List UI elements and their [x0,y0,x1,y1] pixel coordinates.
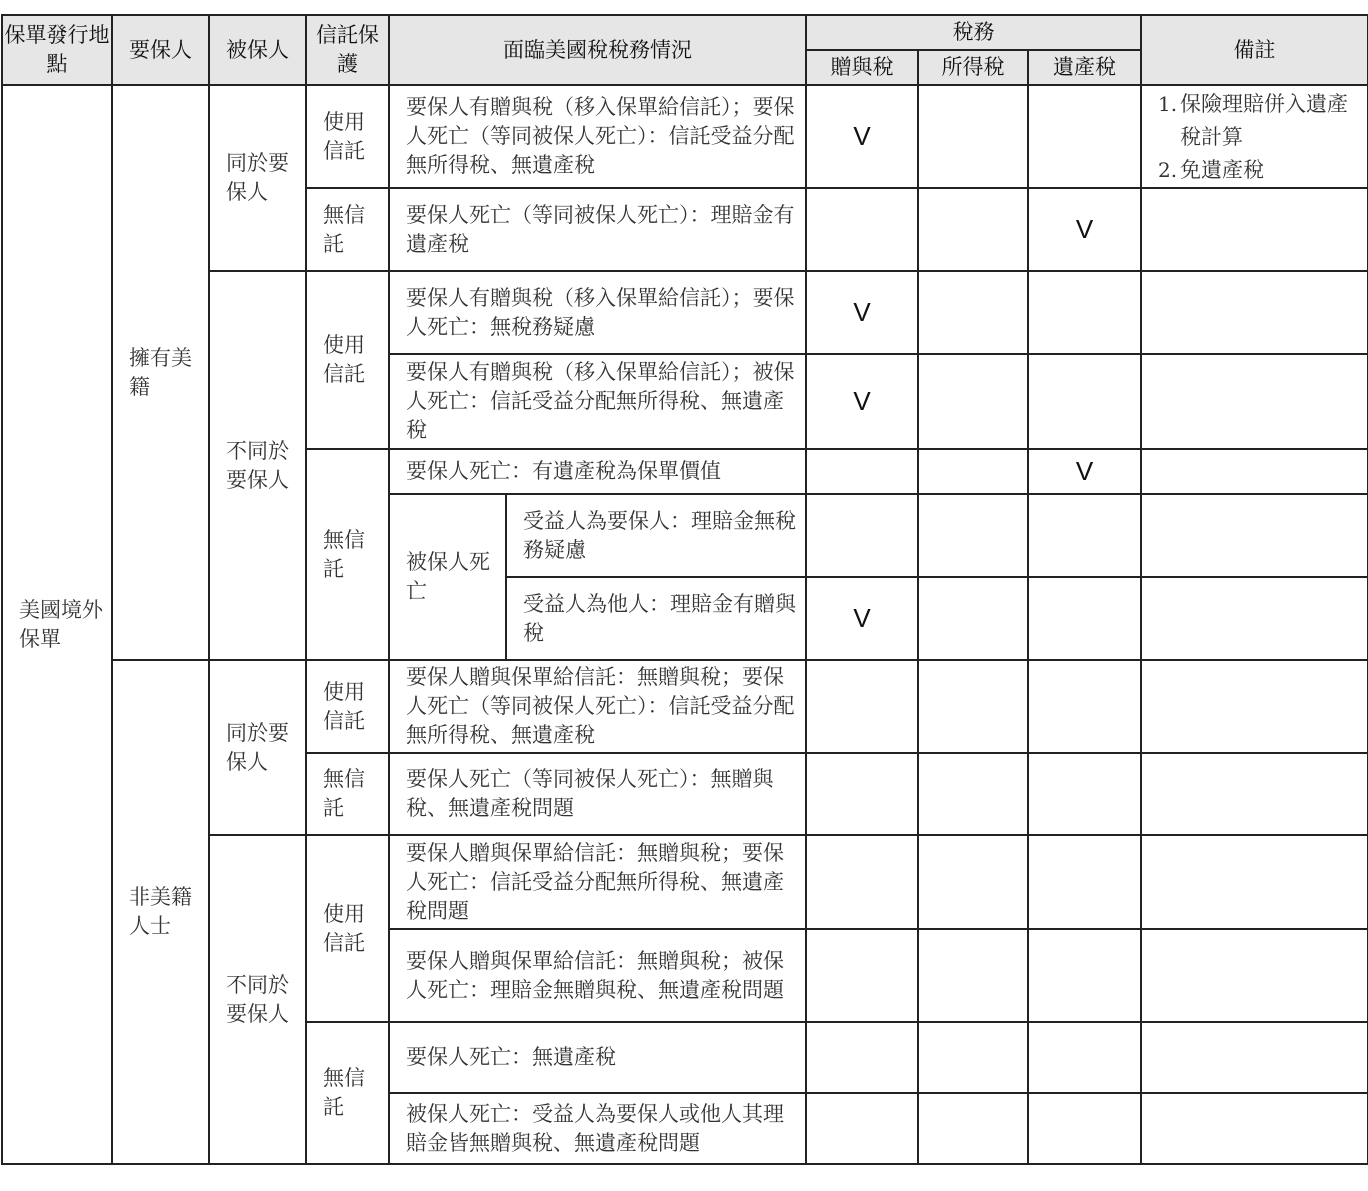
header-income-tax: 所得稅 [918,50,1028,85]
remark-item [1158,154,1361,187]
situation-cell: 要保人死亡（等同被保人死亡）：無贈與稅、無遺產稅問題 [389,753,806,835]
situation-cell: 要保人有贈與稅（移入保單給信託）；要保人死亡（等同被保人死亡）：信託受益分配無所得稅、無遺產稅 [389,85,806,188]
remarks-cell [1141,354,1368,449]
header-situation: 面臨美國稅稅務情況 [389,15,806,85]
estate-tax-mark: V [1028,449,1141,494]
income-tax-mark [918,449,1028,494]
remark-number: 2. [1158,158,1178,182]
estate-tax-mark [1028,835,1141,929]
header-tax-group: 稅務 [806,15,1141,50]
gift-tax-mark [806,1093,918,1164]
income-tax-mark [918,929,1028,1022]
header-row [2,15,1368,50]
situation-cell: 受益人為要保人：理賠金無稅務疑慮 [506,494,806,577]
remarks-cell [1141,660,1368,753]
estate-tax-mark [1028,1022,1141,1093]
gift-tax-mark: V [806,271,918,354]
estate-tax-mark [1028,1093,1141,1164]
remarks-cell [1141,1093,1368,1164]
gift-tax-mark: V [806,577,918,660]
remarks-cell [1141,929,1368,1022]
income-tax-mark [918,660,1028,753]
remark-number: 1. [1158,92,1178,116]
gift-tax-mark [806,449,918,494]
estate-tax-mark [1028,929,1141,1022]
gift-tax-mark [806,660,918,753]
policyholder-non-us-cell: 非美籍人士 [112,660,209,1164]
header-insured: 被保人 [209,15,306,85]
insured-different-cell: 不同於要保人 [209,271,306,660]
trust-cell: 使用信託 [306,835,389,1022]
income-tax-mark [918,494,1028,577]
estate-tax-mark [1028,577,1141,660]
estate-tax-mark [1028,354,1141,449]
gift-tax-mark [806,929,918,1022]
gift-tax-mark [806,1022,918,1093]
estate-tax-mark [1028,271,1141,354]
estate-tax-mark: V [1028,188,1141,271]
trust-cell: 使用信託 [306,271,389,449]
header-location: 保單發行地點 [2,15,112,85]
situation-cell: 要保人有贈與稅（移入保單給信託）；要保人死亡：無稅務疑慮 [389,271,806,354]
situation-cell: 要保人死亡：有遺產稅為保單價值 [389,449,806,494]
trust-cell: 使用信託 [306,85,389,188]
income-tax-mark [918,577,1028,660]
header-trust: 信託保護 [306,15,389,85]
trust-cell: 無信託 [306,188,389,271]
insured-death-cell: 被保人死亡 [389,494,506,660]
table-row [2,85,1368,188]
remarks-cell [1141,1022,1368,1093]
income-tax-mark [918,1093,1028,1164]
gift-tax-mark: V [806,85,918,188]
header-estate-tax: 遺產稅 [1028,50,1141,85]
estate-tax-mark [1028,85,1141,188]
situation-cell: 要保人贈與保單給信託：無贈與稅；被保人死亡：理賠金無贈與稅、無遺產稅問題 [389,929,806,1022]
estate-tax-mark [1028,660,1141,753]
trust-cell: 無信託 [306,449,389,660]
remarks-cell [1141,577,1368,660]
situation-cell: 要保人死亡（等同被保人死亡）：理賠金有遺產稅 [389,188,806,271]
remark-item [1158,88,1361,154]
income-tax-mark [918,1022,1028,1093]
income-tax-mark [918,835,1028,929]
remarks-cell [1141,271,1368,354]
trust-cell: 無信託 [306,1022,389,1164]
situation-cell: 要保人有贈與稅（移入保單給信託）；被保人死亡：信託受益分配無所得稅、無遺產稅 [389,354,806,449]
insured-different-cell: 不同於要保人 [209,835,306,1164]
remarks-cell [1141,835,1368,929]
situation-cell: 要保人贈與保單給信託：無贈與稅；要保人死亡：信託受益分配無所得稅、無遺產稅問題 [389,835,806,929]
gift-tax-mark [806,835,918,929]
situation-cell: 受益人為他人：理賠金有贈與稅 [506,577,806,660]
income-tax-mark [918,188,1028,271]
situation-cell: 要保人死亡：無遺產稅 [389,1022,806,1093]
header-gift-tax: 贈與稅 [806,50,918,85]
gift-tax-mark: V [806,354,918,449]
header-policyholder: 要保人 [112,15,209,85]
estate-tax-mark [1028,753,1141,835]
remarks-cell [1141,753,1368,835]
insured-same-cell: 同於要保人 [209,660,306,835]
situation-cell: 要保人贈與保單給信託：無贈與稅；要保人死亡（等同被保人死亡）：信託受益分配無所得稅、無遺產稅 [389,660,806,753]
header-remarks: 備註 [1141,15,1368,85]
remark-text: 保險理賠併入遺產稅計算 [1180,92,1349,149]
income-tax-mark [918,354,1028,449]
policyholder-us-cell: 擁有美籍 [112,85,209,660]
trust-cell: 使用信託 [306,660,389,753]
gift-tax-mark [806,494,918,577]
tax-table [1,14,1368,1165]
gift-tax-mark [806,753,918,835]
remarks-cell [1141,188,1368,271]
table-row [2,660,1368,753]
remarks-cell [1141,449,1368,494]
trust-cell: 無信託 [306,753,389,835]
gift-tax-mark [806,188,918,271]
insured-same-cell: 同於要保人 [209,85,306,271]
income-tax-mark [918,753,1028,835]
situation-cell: 被保人死亡：受益人為要保人或他人其理賠金皆無贈與稅、無遺產稅問題 [389,1093,806,1164]
remarks-cell [1141,494,1368,577]
location-cell: 美國境外保單 [2,85,112,1164]
remarks-cell [1141,85,1368,188]
income-tax-mark [918,271,1028,354]
remark-text: 免遺產稅 [1180,158,1265,182]
estate-tax-mark [1028,494,1141,577]
income-tax-mark [918,85,1028,188]
